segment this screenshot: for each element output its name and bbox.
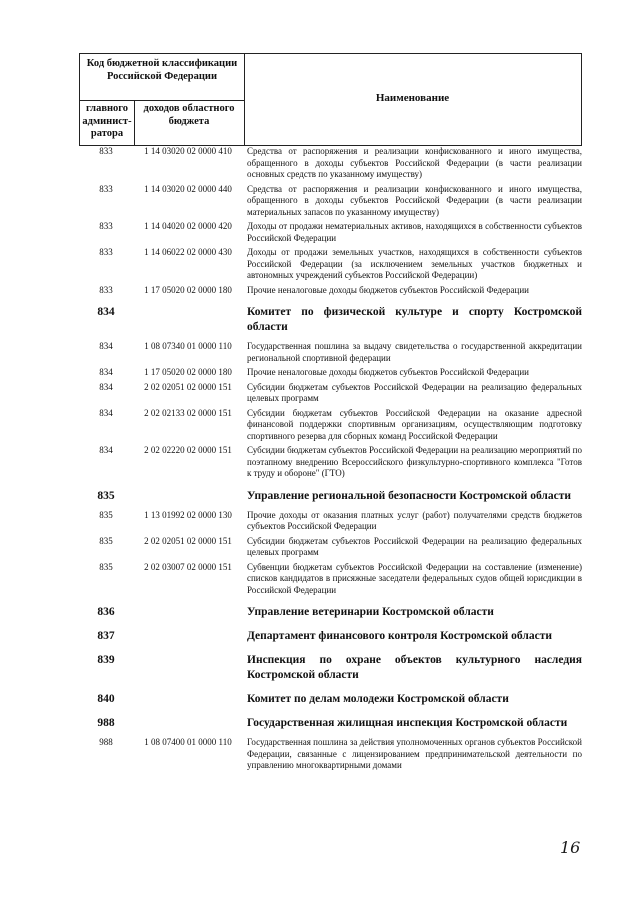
admin-code-cell: 834	[99, 341, 113, 351]
admin-code-cell: 839	[97, 654, 115, 666]
table-header	[79, 53, 582, 146]
table-row-heading	[79, 653, 582, 683]
admin-code-cell: 835	[99, 561, 113, 572]
table-row-heading	[79, 692, 582, 707]
admin-code-cell: 834	[99, 407, 113, 418]
income-code-cell: 2 02 02220 02 0000 151	[144, 445, 232, 455]
admin-code-cell: 834	[97, 306, 115, 318]
name-cell: Прочие доходы от оказания платных услуг (работ) получателями средств бюджетов субъектов Российской Федерации	[247, 509, 582, 531]
table-row-heading	[79, 605, 582, 620]
table-row-heading	[79, 716, 582, 731]
table-row	[79, 562, 582, 597]
name-cell: Доходы от продажи земельных участков, находящихся в собственности субъектов Российской Федерации (за исключением земельных участков бюджетных и автономных учреждений субъектов Российской Федерации)	[247, 247, 582, 280]
table-row	[79, 737, 582, 772]
table-row	[79, 367, 582, 379]
admin-code-cell: 988	[97, 717, 115, 729]
admin-code-cell: 837	[97, 630, 115, 642]
table-row	[79, 445, 582, 480]
name-cell: Субсидии бюджетам субъектов Российской Федерации на реализацию мероприятий по поэтапному внедрению Всероссийского физкультурно-спортивного комплекса "Готов к труду и обороне" (ГТО)	[247, 445, 582, 478]
admin-code-cell: 833	[99, 221, 113, 231]
header-code-group: Код бюджетной классификации Российской Федерации	[86, 58, 238, 82]
admin-code-cell: 988	[99, 737, 113, 747]
income-code-cell: 1 14 03020 02 0000 440	[144, 183, 232, 194]
table-row	[79, 510, 582, 533]
name-cell: Средства от распоряжения и реализации конфискованного и иного имущества, обращенного в доходы субъектов Российской Федерации (в части реализации материальных запасов по указанному имуществу)	[247, 183, 582, 217]
name-cell: Субсидии бюджетам субъектов Российской Федерации на реализацию федеральных целевых программ	[247, 535, 582, 557]
income-code-cell: 1 17 05020 02 0000 180	[144, 284, 232, 295]
header-income-column: доходов областного бюджета	[143, 103, 235, 127]
income-code-cell: 1 08 07400 01 0000 110	[144, 737, 232, 747]
page-number: 16	[560, 838, 581, 857]
name-cell: Управление региональной безопасности Костромской области	[247, 489, 572, 502]
table-row	[79, 221, 582, 244]
name-cell: Прочие неналоговые доходы бюджетов субъектов Российской Федерации	[247, 367, 529, 377]
header-divider-horizontal	[80, 100, 244, 101]
header-name-column: Наименование	[375, 92, 450, 104]
name-cell: Субсидии бюджетам субъектов Российской Федерации на оказание адресной финансовой поддержки спортивным организациям, осуществляющим подготовку спортивного резерва для сборных команд Российской Федерации	[247, 407, 582, 441]
income-code-cell: 2 02 02051 02 0000 151	[144, 535, 232, 546]
admin-code-cell: 833	[99, 247, 113, 257]
table-row	[79, 146, 582, 181]
table-row	[79, 247, 582, 282]
income-code-cell: 1 08 07340 01 0000 110	[144, 341, 232, 351]
name-cell: Средства от распоряжения и реализации конфискованного и иного имущества, обращенного в доходы субъектов Российской Федерации (в части реализации основных средств по указанному имуществу)	[247, 146, 582, 179]
name-cell: Комитет по делам молодежи Костромской области	[247, 693, 509, 705]
income-code-cell: 1 14 04020 02 0000 420	[144, 221, 232, 231]
admin-code-cell: 835	[99, 509, 113, 520]
income-code-cell: 2 02 02051 02 0000 151	[144, 381, 232, 392]
name-cell: Субвенции бюджетам субъектов Российской Федерации на составление (изменение) списков кандидатов в присяжные заседатели федеральных судов общей юрисдикции в Российской Федерации	[247, 561, 582, 595]
table-row-heading	[79, 305, 582, 335]
admin-code-cell: 836	[97, 606, 115, 618]
admin-code-cell: 835	[99, 535, 113, 546]
name-cell: Государственная пошлина за действия уполномоченных органов субъектов Российской Федерации, связанные с лицензированием предпринимательской деятельности по управлению многоквартирными домами	[247, 737, 582, 770]
income-code-cell: 2 02 02133 02 0000 151	[144, 407, 232, 418]
income-code-cell: 1 17 05020 02 0000 180	[144, 367, 232, 377]
admin-code-cell: 834	[99, 367, 113, 377]
name-cell: Инспекция по охране объектов культурного наследия Костромской области	[247, 654, 582, 681]
table-row	[79, 285, 582, 297]
name-cell: Государственная пошлина за выдачу свидетельства о государственной аккредитации региональной спортивной федерации	[247, 341, 582, 363]
table-row	[79, 536, 582, 559]
income-code-cell: 2 02 03007 02 0000 151	[144, 561, 232, 572]
table-row	[79, 341, 582, 364]
admin-code-cell: 833	[99, 284, 113, 295]
name-cell: Комитет по физической культуре и спорту Костромской области	[247, 306, 582, 333]
income-code-cell: 1 14 06022 02 0000 430	[144, 247, 232, 257]
table-body	[79, 146, 582, 775]
table-row-heading	[79, 489, 582, 504]
admin-code-cell: 835	[97, 489, 115, 502]
name-cell: Субсидии бюджетам субъектов Российской Федерации на реализацию федеральных целевых программ	[247, 381, 582, 403]
admin-code-cell: 834	[99, 445, 113, 455]
admin-code-cell: 834	[99, 381, 113, 392]
name-cell: Управление ветеринарии Костромской области	[247, 606, 494, 618]
name-cell: Государственная жилищная инспекция Костромской области	[247, 717, 568, 729]
name-cell: Прочие неналоговые доходы бюджетов субъектов Российской Федерации	[247, 284, 529, 295]
name-cell: Доходы от продажи нематериальных активов, находящихся в собственности субъектов Российской Федерации	[247, 221, 582, 243]
admin-code-cell: 833	[99, 183, 113, 194]
income-code-cell: 1 14 03020 02 0000 410	[144, 146, 232, 156]
table-row	[79, 184, 582, 219]
table-row-heading	[79, 629, 582, 644]
name-cell: Департамент финансового контроля Костромской области	[247, 630, 552, 642]
table-row	[79, 382, 582, 405]
admin-code-cell: 833	[99, 146, 113, 156]
header-admin-column: главного админист-ратора	[82, 103, 132, 139]
table-row	[79, 408, 582, 443]
income-code-cell: 1 13 01992 02 0000 130	[144, 509, 232, 520]
admin-code-cell: 840	[97, 693, 115, 705]
